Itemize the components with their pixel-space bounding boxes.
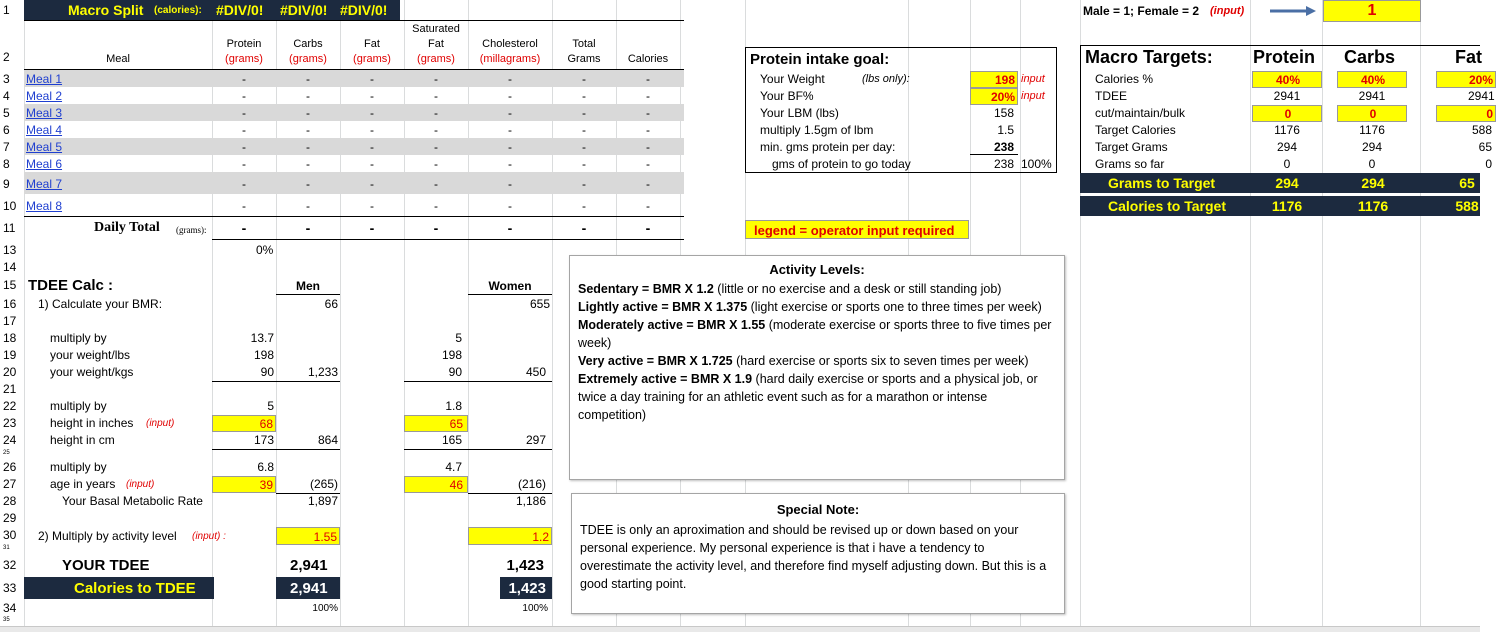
- activity-level-formula: Sedentary = BMR X 1.2: [578, 282, 714, 296]
- meal-value-cell[interactable]: -: [508, 72, 512, 86]
- protein-goal-value-cell[interactable]: [970, 156, 1018, 173]
- women-weight-kgs[interactable]: 90: [448, 365, 462, 379]
- meal-value-cell[interactable]: -: [242, 123, 246, 137]
- macro-split-header: [24, 20, 684, 70]
- row-number[interactable]: 21: [3, 382, 17, 396]
- row-number[interactable]: 11: [3, 221, 16, 235]
- macro-target-label: Grams so far: [1095, 157, 1165, 171]
- bmr-label: Your Basal Metabolic Rate: [62, 494, 203, 508]
- men-age[interactable]: 39: [259, 478, 273, 492]
- row-number[interactable]: 10: [3, 199, 17, 213]
- macro-col-protein: Protein: [1253, 47, 1316, 67]
- meal-value-cell[interactable]: -: [242, 72, 246, 86]
- activity-levels-box[interactable]: [569, 255, 1065, 480]
- header-meal: Meal: [106, 53, 130, 65]
- macro-target-value[interactable]: 0: [1368, 157, 1376, 171]
- div-error-3[interactable]: #DIV/0!: [340, 2, 388, 18]
- meal-value-cell[interactable]: -: [646, 123, 650, 137]
- meal-value-cell[interactable]: -: [306, 89, 310, 103]
- macro-split-title-bar: [24, 0, 400, 20]
- daily-total-cell[interactable]: -: [645, 220, 651, 236]
- row-number[interactable]: 1: [3, 3, 10, 17]
- activity-level-formula: Extremely active = BMR X 1.9: [578, 372, 753, 386]
- macro-split-title: Macro Split: [68, 2, 144, 18]
- activity-levels-title: Activity Levels:: [769, 262, 865, 277]
- activity-level-item: [578, 370, 1058, 424]
- meal-value-cell[interactable]: -: [306, 199, 310, 213]
- women-pct[interactable]: 100%: [522, 603, 548, 614]
- men-bmr[interactable]: 1,897: [307, 494, 338, 508]
- row-number[interactable]: 26: [3, 460, 17, 474]
- meal-value-cell[interactable]: -: [582, 199, 586, 213]
- men-calories-to-tdee[interactable]: 2,941: [290, 580, 328, 597]
- meal-value-cell[interactable]: -: [434, 72, 438, 86]
- macro-target-cell[interactable]: [1337, 122, 1407, 139]
- meal-link[interactable]: Meal 1: [26, 72, 63, 86]
- macro-target-value[interactable]: 0: [1284, 107, 1292, 121]
- step2-label: 2) Multiply by activity level: [38, 529, 177, 543]
- macro-target-label: Target Calories: [1095, 123, 1176, 137]
- grams-to-target-label: Grams to Target: [1108, 175, 1216, 191]
- macro-target-value[interactable]: 40%: [1275, 73, 1301, 87]
- macro-target-label: Target Grams: [1095, 140, 1168, 154]
- men-weight-kgs[interactable]: 90: [260, 365, 274, 379]
- women-weight-result[interactable]: 450: [525, 365, 546, 379]
- row-number[interactable]: 24: [3, 433, 17, 447]
- women-calories-cell: [500, 577, 552, 599]
- calories-to-target-fat[interactable]: 588: [1455, 198, 1479, 214]
- step2-input-note: (input) :: [192, 531, 226, 542]
- macro-target-cell[interactable]: [1436, 139, 1496, 156]
- div-error-2[interactable]: #DIV/0!: [280, 2, 328, 18]
- men-activity-input[interactable]: [276, 527, 340, 545]
- daily-total-cell[interactable]: -: [581, 220, 587, 236]
- row-number[interactable]: 18: [3, 331, 17, 345]
- meal-value-cell[interactable]: -: [582, 140, 586, 154]
- meal-value-cell[interactable]: -: [508, 199, 512, 213]
- row-number[interactable]: 8: [3, 157, 10, 171]
- gender-input[interactable]: [1323, 0, 1421, 22]
- meal-value-cell[interactable]: -: [370, 72, 374, 86]
- macro-target-cell[interactable]: [1436, 71, 1496, 88]
- meal-value-cell[interactable]: -: [242, 177, 246, 191]
- protein-goal-value-cell[interactable]: [970, 71, 1018, 88]
- header-cholesterol: Cholesterol: [482, 38, 538, 50]
- row-number[interactable]: 17: [3, 314, 17, 328]
- row-number[interactable]: 13: [3, 243, 17, 257]
- men-height-result[interactable]: 864: [317, 433, 338, 447]
- activity-level-description: (hard daily exercise or sports and a physical job, or twice a day training for an athletic event such as for a marathon or intense competition): [578, 372, 1038, 422]
- macro-target-cell[interactable]: [1252, 88, 1322, 105]
- macro-target-value[interactable]: 0: [1369, 107, 1377, 121]
- age-years-label: age in years: [50, 477, 116, 491]
- header-protein-unit: (grams): [225, 53, 263, 65]
- weight-kgs-label: your weight/kgs: [50, 365, 134, 379]
- macro-col-fat: Fat: [1455, 47, 1482, 67]
- men-activity[interactable]: 1.55: [313, 530, 337, 544]
- header-satfat-2: Fat: [428, 38, 444, 50]
- macro-target-cell[interactable]: [1252, 156, 1322, 173]
- age-multiply-label: multiply by: [50, 460, 107, 474]
- daily-total-unit: (grams):: [176, 225, 207, 235]
- row-number[interactable]: 2: [3, 50, 10, 64]
- activity-level-formula: Very active = BMR X 1.725: [578, 354, 733, 368]
- weight-multiply-label: multiply by: [50, 331, 107, 345]
- men-age-mult[interactable]: 6.8: [257, 460, 274, 474]
- women-age-input[interactable]: [404, 476, 468, 493]
- meal-link[interactable]: Meal 4: [26, 123, 63, 137]
- special-note-title: Special Note:: [776, 502, 860, 517]
- macro-target-value[interactable]: 1176: [1274, 123, 1300, 137]
- row-number[interactable]: 31: [3, 545, 10, 551]
- input-tag: input: [1021, 73, 1045, 85]
- height-multiply-label: multiply by: [50, 399, 107, 413]
- row-number[interactable]: 30: [3, 528, 17, 542]
- height-input-note: (input): [146, 418, 175, 429]
- women-age-mult[interactable]: 4.7: [445, 460, 462, 474]
- activity-levels-list: [578, 280, 1058, 424]
- arrow-right-icon: [1270, 5, 1316, 17]
- macro-target-cell[interactable]: [1337, 71, 1407, 88]
- women-activity-input[interactable]: [468, 527, 552, 545]
- men-tdee[interactable]: 2,941: [290, 557, 328, 574]
- row-number[interactable]: 6: [3, 123, 10, 137]
- header-calories: Calories: [627, 53, 669, 65]
- meal-value-cell[interactable]: -: [582, 72, 586, 86]
- row-number[interactable]: 29: [3, 511, 17, 525]
- meal-link[interactable]: Meal 2: [26, 89, 63, 103]
- row-number[interactable]: 9: [3, 177, 10, 191]
- meal-value-cell[interactable]: -: [434, 177, 438, 191]
- meal-value-cell[interactable]: -: [508, 106, 512, 120]
- row-number[interactable]: 28: [3, 494, 17, 508]
- row-number[interactable]: 34: [3, 601, 17, 615]
- meal-value-cell[interactable]: -: [508, 89, 512, 103]
- protein-goal-value-cell[interactable]: [970, 88, 1018, 105]
- meal-link[interactable]: Meal 3: [26, 106, 63, 120]
- row-number[interactable]: 20: [3, 365, 17, 379]
- macro-target-value[interactable]: 1176: [1359, 123, 1385, 137]
- protein-remaining-pct[interactable]: 100%: [1021, 157, 1052, 171]
- macro-target-cell[interactable]: [1436, 156, 1496, 173]
- calories-to-tdee-label-cell: [24, 577, 214, 599]
- macro-split-title-suffix: (calories):: [154, 5, 202, 16]
- weight-lbs-label: your weight/lbs: [50, 348, 131, 362]
- men-height-mult[interactable]: 5: [267, 399, 274, 413]
- header-satfat-1: Saturated: [412, 23, 460, 35]
- row-number[interactable]: 23: [3, 416, 17, 430]
- meal-link[interactable]: Meal 6: [26, 157, 63, 171]
- row-number[interactable]: 35: [3, 617, 10, 623]
- meal-value-cell[interactable]: -: [242, 140, 246, 154]
- macro-target-cell[interactable]: [1337, 88, 1407, 105]
- meal-value-cell[interactable]: -: [242, 89, 246, 103]
- activity-level-description: (hard exercise or sports six to seven times per week): [732, 354, 1029, 368]
- meal-value-cell[interactable]: -: [370, 177, 374, 191]
- men-age-result[interactable]: (265): [309, 477, 338, 491]
- meal-value-cell[interactable]: -: [306, 123, 310, 137]
- macro-target-cell[interactable]: [1252, 139, 1322, 156]
- women-age[interactable]: 46: [449, 478, 463, 492]
- meal-value-cell[interactable]: -: [582, 106, 586, 120]
- women-height-mult[interactable]: 1.8: [445, 399, 462, 413]
- macro-target-label: Calories %: [1095, 72, 1154, 86]
- activity-level-item: [578, 316, 1058, 352]
- macro-target-value[interactable]: 0: [1485, 157, 1492, 171]
- macro-target-value[interactable]: 2941: [1358, 89, 1386, 103]
- macro-target-value[interactable]: 2941: [1273, 89, 1301, 103]
- header-total-1: Total: [572, 38, 596, 50]
- women-weight-lbs[interactable]: 198: [441, 348, 462, 362]
- row-number[interactable]: 25: [3, 450, 10, 456]
- women-height-result[interactable]: 297: [525, 433, 546, 447]
- men-weight-mult[interactable]: 13.7: [250, 331, 274, 345]
- meal-value-cell[interactable]: -: [508, 157, 512, 171]
- input-tag: input: [1021, 90, 1045, 102]
- women-height-input[interactable]: [404, 415, 468, 432]
- height-cm-label: height in cm: [50, 433, 115, 447]
- women-age-result[interactable]: (216): [517, 477, 546, 491]
- protein-goal-value[interactable]: 1.5: [997, 123, 1014, 137]
- row-number[interactable]: 15: [3, 278, 17, 292]
- macro-col-carbs: Carbs: [1344, 47, 1396, 67]
- protein-goal-value[interactable]: 238: [993, 140, 1014, 154]
- meal-value-cell[interactable]: -: [434, 89, 438, 103]
- protein-goal-value-cell[interactable]: [970, 122, 1018, 139]
- meal-value-cell[interactable]: -: [370, 140, 374, 154]
- macro-target-label: cut/maintain/bulk: [1095, 106, 1186, 120]
- meal-value-cell[interactable]: -: [434, 123, 438, 137]
- meal-value-cell[interactable]: -: [306, 106, 310, 120]
- special-note-text: TDEE is only an aproximation and should be revised up or down based on your personal experience. My personal experience is that i have a tendency to overestimate the activity level, and therefore find myself adjusting down. But this is a good starting point.: [580, 523, 1047, 591]
- meal-value-cell[interactable]: -: [306, 72, 310, 86]
- daily-total-cell[interactable]: -: [433, 220, 439, 236]
- header-carbs-unit: (grams): [289, 53, 327, 65]
- meal-value-cell[interactable]: -: [646, 140, 650, 154]
- daily-total-pct[interactable]: 0%: [256, 243, 274, 257]
- gender-value[interactable]: 1: [1367, 2, 1377, 19]
- row-number[interactable]: 22: [3, 399, 17, 413]
- meal-value-cell[interactable]: -: [370, 199, 374, 213]
- row-number[interactable]: 4: [3, 89, 10, 103]
- meal-value-cell[interactable]: -: [646, 106, 650, 120]
- macro-targets-title: Macro Targets:: [1085, 47, 1213, 67]
- activity-level-description: (moderate exercise or sports three to five times per week): [578, 318, 1052, 350]
- protein-goal-label: Your BF%: [760, 89, 814, 103]
- row-number[interactable]: 27: [3, 477, 17, 491]
- header-carbs: Carbs: [293, 38, 323, 50]
- grams-to-target-fat[interactable]: 65: [1459, 175, 1475, 191]
- header-cholesterol-unit: (millagrams): [479, 53, 541, 65]
- legend-text: legend = operator input required: [754, 223, 955, 238]
- meal-value-cell[interactable]: -: [370, 106, 374, 120]
- men-height-cm[interactable]: 173: [253, 433, 274, 447]
- tdee-title: TDEE Calc :: [28, 277, 114, 294]
- meal-value-cell[interactable]: -: [434, 157, 438, 171]
- calories-to-target-protein[interactable]: 1176: [1271, 198, 1303, 214]
- meal-value-cell[interactable]: -: [242, 199, 246, 213]
- row-number[interactable]: 19: [3, 348, 17, 362]
- women-weight-mult[interactable]: 5: [455, 331, 462, 345]
- meal-value-cell[interactable]: -: [434, 140, 438, 154]
- gender-label: Male = 1; Female = 2: [1083, 4, 1200, 18]
- meal-value-cell[interactable]: -: [582, 177, 586, 191]
- legend-cell: [745, 220, 969, 239]
- macro-target-cell[interactable]: [1436, 122, 1496, 139]
- macro-target-value[interactable]: 294: [1361, 140, 1383, 154]
- tdee-women-base[interactable]: 655: [529, 297, 550, 311]
- meal-value-cell[interactable]: -: [242, 157, 246, 171]
- women-activity[interactable]: 1.2: [532, 530, 549, 544]
- protein-goal-value[interactable]: 20%: [990, 90, 1015, 104]
- activity-level-item: [578, 352, 1058, 370]
- header-fat: Fat: [364, 38, 380, 50]
- calories-to-target-label: Calories to Target: [1108, 198, 1226, 214]
- grams-to-target-protein[interactable]: 294: [1275, 175, 1299, 191]
- meal-value-cell[interactable]: -: [646, 177, 650, 191]
- protein-goal-value[interactable]: 158: [993, 106, 1014, 120]
- meal-value-cell[interactable]: -: [370, 89, 374, 103]
- macro-target-value[interactable]: 40%: [1360, 73, 1386, 87]
- women-bmr[interactable]: 1,186: [515, 494, 546, 508]
- row-number[interactable]: 3: [3, 72, 10, 86]
- macro-target-value[interactable]: 0: [1486, 107, 1493, 121]
- tdee-men-base[interactable]: 66: [324, 297, 338, 311]
- activity-level-formula: Moderately active = BMR X 1.55: [578, 318, 766, 332]
- meal-value-cell[interactable]: -: [434, 199, 438, 213]
- tdee-men-header: Men: [296, 279, 320, 293]
- row-number[interactable]: 32: [3, 558, 17, 572]
- women-tdee[interactable]: 1,423: [506, 557, 544, 574]
- row-number[interactable]: 16: [3, 297, 17, 311]
- protein-goal-title: Protein intake goal:: [750, 51, 890, 68]
- calories-to-tdee-label: Calories to TDEE: [74, 580, 196, 597]
- macro-target-cell[interactable]: [1252, 105, 1322, 122]
- meal-value-cell[interactable]: -: [646, 199, 650, 213]
- grams-to-target-carbs[interactable]: 294: [1361, 175, 1385, 191]
- women-height-inches[interactable]: 65: [449, 417, 463, 431]
- meal-value-cell[interactable]: -: [646, 89, 650, 103]
- protein-goal-value[interactable]: 238: [993, 157, 1014, 171]
- activity-level-description: (little or no exercise and a desk or still standing job): [713, 282, 1002, 296]
- protein-goal-label: min. gms protein per day:: [760, 140, 896, 154]
- row-number[interactable]: 7: [3, 140, 10, 154]
- macro-target-cell[interactable]: [1252, 122, 1322, 139]
- meal-value-cell[interactable]: -: [306, 177, 310, 191]
- meal-value-cell[interactable]: -: [646, 72, 650, 86]
- special-note-box[interactable]: [571, 493, 1065, 614]
- meal-value-cell[interactable]: -: [434, 106, 438, 120]
- daily-total-cell[interactable]: -: [369, 220, 375, 236]
- protein-goal-value-cell[interactable]: [970, 105, 1018, 122]
- protein-goal-note: (lbs only):: [862, 73, 910, 85]
- men-weight-result[interactable]: 1,233: [307, 365, 338, 379]
- gender-input-note: (input): [1210, 5, 1245, 17]
- men-height-inches[interactable]: 68: [259, 417, 273, 431]
- row-number[interactable]: 14: [3, 260, 17, 274]
- activity-level-item: [578, 280, 1058, 298]
- calories-to-target-carbs[interactable]: 1176: [1357, 198, 1389, 214]
- tdee-step1: 1) Calculate your BMR:: [38, 297, 163, 311]
- height-inches-label: height in inches: [50, 416, 134, 430]
- macro-target-value[interactable]: 0: [1283, 157, 1291, 171]
- meal-value-cell[interactable]: -: [646, 157, 650, 171]
- protein-goal-label: Your LBM (lbs): [760, 106, 839, 120]
- protein-goal-label: Your Weight: [760, 72, 825, 86]
- macro-target-cell[interactable]: [1337, 156, 1407, 173]
- daily-total-cell[interactable]: -: [507, 220, 513, 236]
- div-error-1[interactable]: #DIV/0!: [216, 2, 264, 18]
- women-height-cm[interactable]: 165: [441, 433, 462, 447]
- horizontal-scrollbar[interactable]: [0, 626, 1480, 632]
- your-tdee-label: YOUR TDEE: [62, 557, 150, 574]
- men-weight-lbs[interactable]: 198: [253, 348, 274, 362]
- women-calories-to-tdee[interactable]: 1,423: [508, 580, 546, 597]
- men-calories-cell: [276, 577, 340, 599]
- macro-target-value[interactable]: 294: [1276, 140, 1298, 154]
- meal-value-cell[interactable]: -: [242, 106, 246, 120]
- meal-value-cell[interactable]: -: [370, 157, 374, 171]
- meal-value-cell[interactable]: -: [508, 140, 512, 154]
- meal-value-cell[interactable]: -: [306, 157, 310, 171]
- daily-total-cell[interactable]: -: [241, 220, 247, 236]
- protein-goal-label: multiply 1.5gm of lbm: [760, 123, 874, 137]
- meal-value-cell[interactable]: -: [508, 177, 512, 191]
- meal-value-cell[interactable]: -: [582, 157, 586, 171]
- header-satfat-unit: (grams): [417, 53, 455, 65]
- macro-target-label: TDEE: [1095, 89, 1128, 103]
- grams-to-target-row: [1080, 173, 1480, 193]
- men-pct[interactable]: 100%: [312, 603, 338, 614]
- macro-target-cell[interactable]: [1436, 105, 1496, 122]
- meal-link[interactable]: Meal 5: [26, 140, 63, 154]
- protein-goal-label: gms of protein to go today: [772, 157, 911, 171]
- meal-value-cell[interactable]: -: [306, 140, 310, 154]
- meal-link[interactable]: Meal 8: [26, 199, 63, 213]
- macro-target-value[interactable]: 20%: [1469, 73, 1494, 87]
- daily-total-label: Daily Total: [94, 220, 160, 235]
- macro-target-cell[interactable]: [1436, 88, 1496, 105]
- meal-value-cell[interactable]: -: [508, 123, 512, 137]
- age-input-note: (input): [126, 479, 155, 490]
- protein-goal-value[interactable]: 198: [994, 73, 1015, 87]
- men-age-input[interactable]: [212, 476, 276, 493]
- header-fat-unit: (grams): [353, 53, 391, 65]
- tdee-women-header: Women: [488, 279, 532, 293]
- meal-value-cell[interactable]: -: [370, 123, 374, 137]
- macro-target-cell[interactable]: [1252, 71, 1322, 88]
- daily-total-cell[interactable]: -: [305, 220, 311, 236]
- men-height-input[interactable]: [212, 415, 276, 432]
- header-protein: Protein: [226, 38, 262, 50]
- macro-target-cell[interactable]: [1337, 105, 1407, 122]
- macro-target-value[interactable]: 65: [1478, 140, 1492, 154]
- row-number[interactable]: 5: [3, 106, 10, 120]
- activity-level-item: [578, 298, 1058, 316]
- meal-value-cell[interactable]: -: [582, 123, 586, 137]
- macro-target-value[interactable]: 2941: [1468, 89, 1495, 103]
- meal-value-cell[interactable]: -: [582, 89, 586, 103]
- activity-level-description: (light exercise or sports one to three times per week): [747, 300, 1042, 314]
- activity-level-formula: Lightly active = BMR X 1.375: [578, 300, 748, 314]
- header-total-2: Grams: [567, 53, 601, 65]
- macro-target-value[interactable]: 588: [1471, 123, 1492, 137]
- meal-link[interactable]: Meal 7: [26, 177, 63, 191]
- macro-target-cell[interactable]: [1337, 139, 1407, 156]
- calories-to-target-row: [1080, 196, 1480, 216]
- row-number[interactable]: 33: [3, 581, 17, 595]
